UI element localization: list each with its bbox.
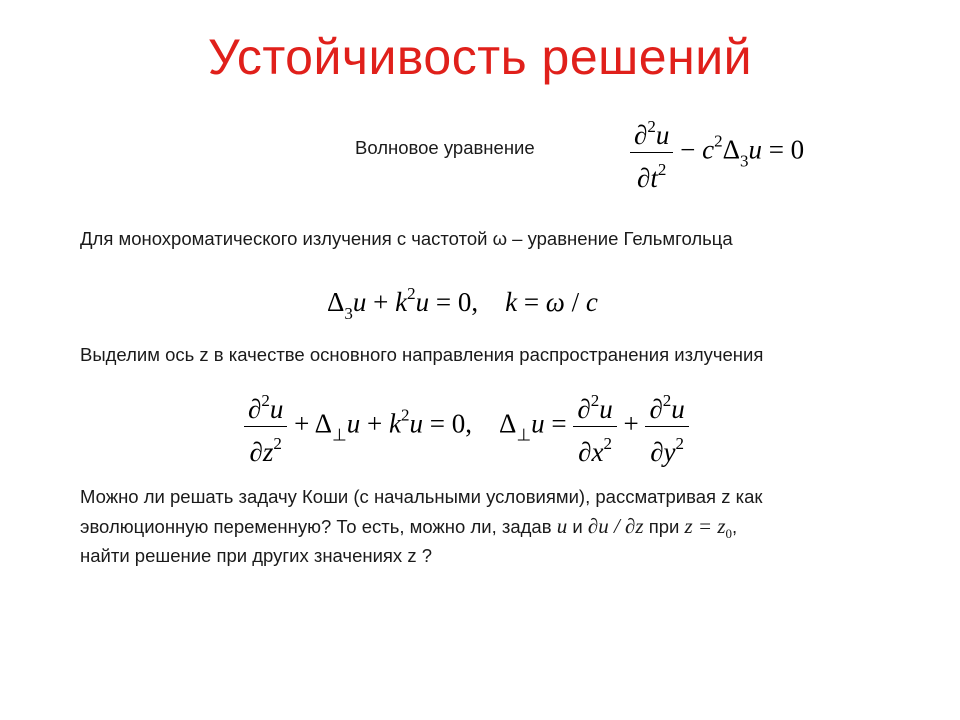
axis-intro-text: Выделим ось z в качестве основного направления распространения излучения (80, 344, 764, 365)
helmholtz-intro-text: Для монохроматического излучения с частотой ω – уравнение Гельмгольца (80, 228, 733, 249)
cauchy-at-word: при (648, 516, 680, 537)
cauchy-comma: , (732, 516, 738, 537)
paraxial-equation: $\frac{\partial^2u}{\partial z^2}$ + $\Delta_\perp u + k^2u = 0$, $\Delta_\perp u$ = $\frac{\partial^2u}{\partial x^2}$ + $\frac{\partial^2u}{\partial y^2}$ (244, 384, 689, 469)
wave-equation-label: Волновое уравнение (355, 137, 535, 158)
cauchy-question-line-1: Можно ли решать задачу Коши (с начальными условиями), рассматривая z как (80, 486, 763, 507)
cauchy-and-word: и (572, 516, 583, 537)
helmholtz-equation: $\Delta_3u + k^2u = 0$, k = ω / c (327, 284, 598, 323)
slide-title: Устойчивость решений (207, 29, 753, 85)
wave-equation: $\frac{\partial^2u}{\partial t^2}$ − $c^2\Delta_3u = 0$ (630, 110, 804, 195)
cauchy-question-line-2 (80, 514, 737, 546)
cauchy-line2-part1: эволюционную переменную? То есть, можно ли, задав (80, 516, 552, 537)
cauchy-u-symbol: u (556, 514, 568, 538)
cauchy-question-line-3: найти решение при других значениях z ? (80, 545, 432, 566)
cauchy-derivative-symbol: ∂u / ∂z (587, 514, 644, 538)
cauchy-z-equals: $z = z_0$ (684, 514, 733, 541)
